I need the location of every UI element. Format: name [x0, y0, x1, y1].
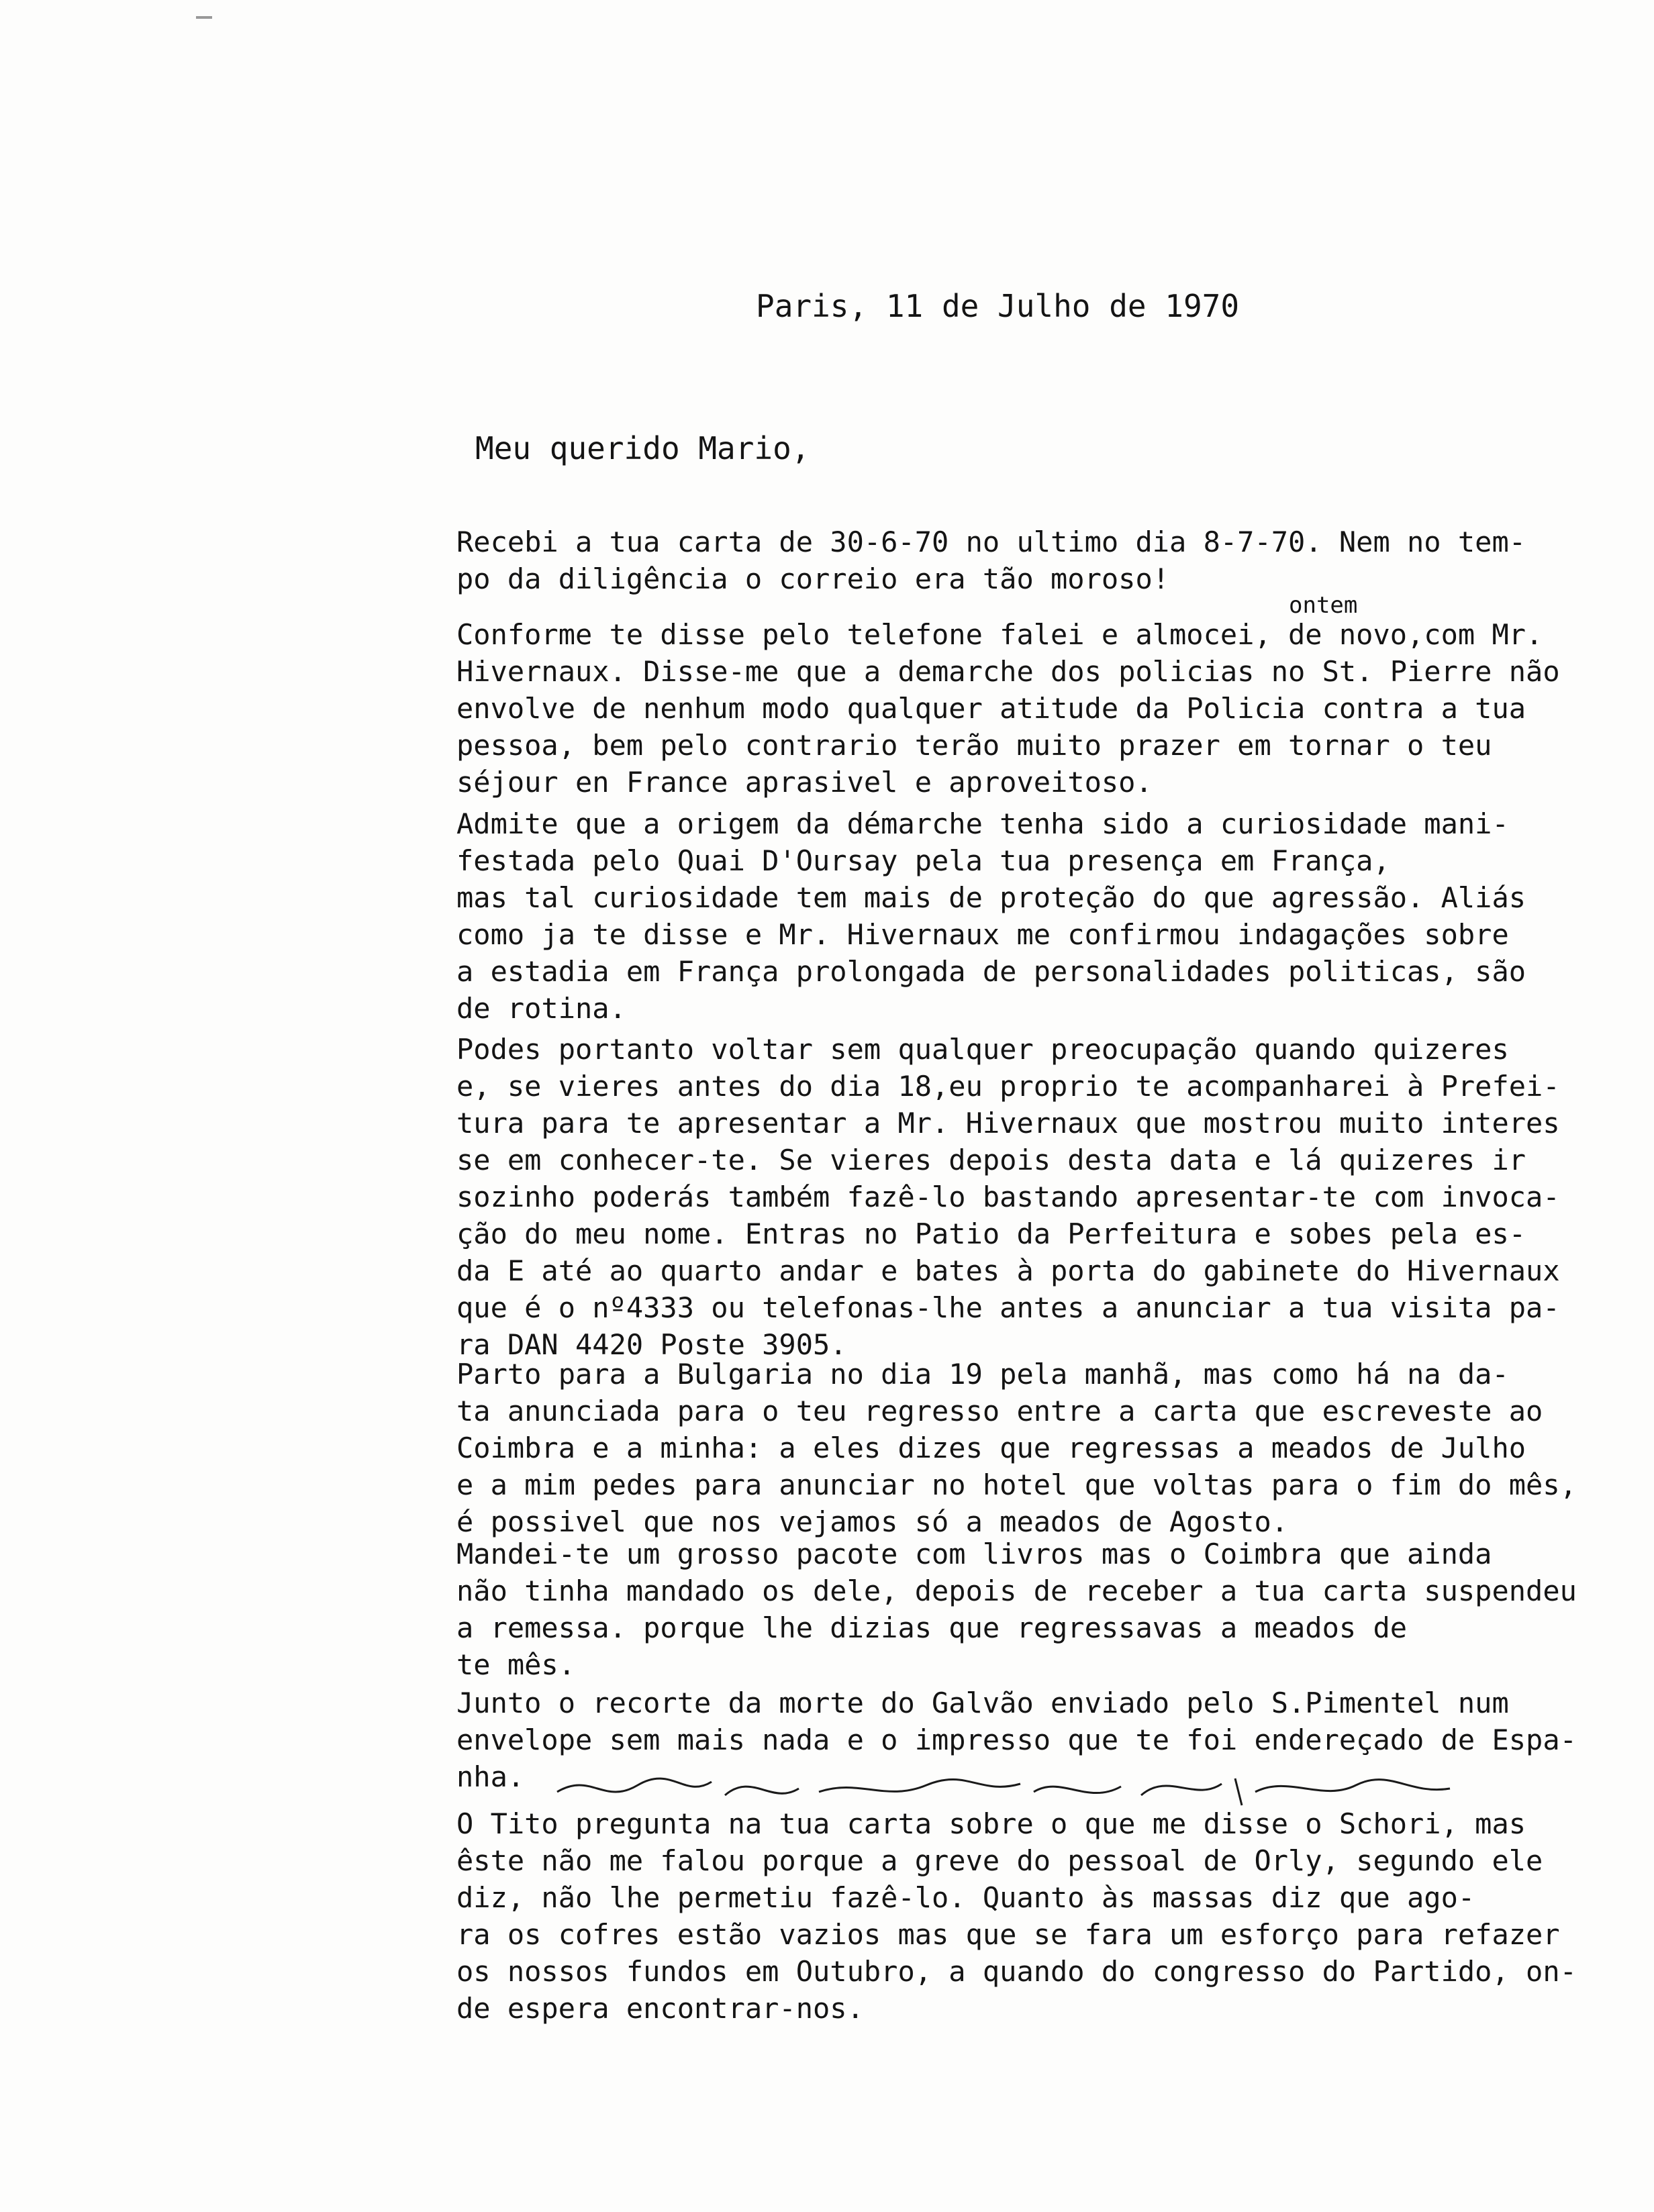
paragraph-3	[456, 805, 1526, 1027]
paragraph-4	[456, 1031, 1560, 1363]
paragraph-line: como ja te disse e Mr. Hivernaux me confirmou indagações sobre	[456, 918, 1509, 951]
paragraph-line: e, se vieres antes do dia 18,eu proprio te acompanharei à Prefei-	[456, 1070, 1560, 1103]
paragraph-line: festada pelo Quai D'Oursay pela tua presença em França,	[456, 844, 1390, 877]
dateline: Paris, 11 de Julho de 1970	[756, 288, 1240, 324]
paragraph-line: não tinha mandado os dele, depois de receber a tua carta suspendeu	[456, 1574, 1577, 1607]
paragraph-line: se em conhecer-te. Se vieres depois desta data e lá quizeres ir	[456, 1144, 1526, 1176]
paragraph-line: ra DAN 4420 Poste 3905.	[456, 1328, 847, 1361]
paragraph-5	[456, 1356, 1577, 1540]
paragraph-line: te mês.	[456, 1648, 576, 1681]
paragraph-line: Admite que a origem da démarche tenha sido a curiosidade mani-	[456, 807, 1509, 840]
paragraph-line: Podes portanto voltar sem qualquer preocupação quando quizeres	[456, 1033, 1509, 1066]
paragraph-line: mas tal curiosidade tem mais de proteção do que agressão. Aliás	[456, 881, 1526, 914]
handwritten-annotation	[550, 1758, 1490, 1812]
paragraph-line: Mandei-te um grosso pacote com livros mas o Coimbra que ainda	[456, 1538, 1492, 1570]
salutation: Meu querido Mario,	[475, 430, 810, 466]
paragraph-line: da E até ao quarto andar e bates à porta do gabinete do Hivernaux	[456, 1254, 1560, 1287]
paragraph-line: ção do meu nome. Entras no Patio da Perfeitura e sobes pela es-	[456, 1217, 1526, 1250]
paragraph-line: Junto o recorte da morte do Galvão enviado pelo S.Pimentel num	[456, 1687, 1509, 1719]
paragraph-line: ta anunciada para o teu regresso entre a carta que escreveste ao	[456, 1395, 1543, 1427]
paragraph-line: a estadia em França prolongada de personalidades politicas, são	[456, 955, 1526, 988]
paragraph-line: Conforme te disse pelo telefone falei e almocei, de novo,com Mr.	[456, 618, 1543, 651]
paragraph-line: po da diligência o correio era tão moroso!	[456, 562, 1170, 595]
paragraph-line: êste não me falou porque a greve do pessoal de Orly, segundo ele	[456, 1844, 1543, 1877]
paragraph-line: Parto para a Bulgaria no dia 19 pela manhã, mas como há na da-	[456, 1358, 1509, 1391]
paragraph-line: nha.	[456, 1760, 525, 1793]
paragraph-line: e a mim pedes para anunciar no hotel que voltas para o fim do mês,	[456, 1468, 1577, 1501]
paragraph-line: pessoa, bem pelo contrario terão muito prazer em tornar o teu	[456, 729, 1492, 762]
paragraph-line: de espera encontrar-nos.	[456, 1992, 864, 2025]
paragraph-line: O Tito pregunta na tua carta sobre o que me disse o Schori, mas	[456, 1807, 1526, 1840]
paragraph-line: sozinho poderás também fazê-lo bastando apresentar-te com invoca-	[456, 1180, 1560, 1213]
paragraph-line: séjour en France aprasivel e aproveitoso.	[456, 766, 1153, 799]
paragraph-line: envelope sem mais nada e o impresso que te foi endereçado de Espa-	[456, 1723, 1577, 1756]
paragraph-line: tura para te apresentar a Mr. Hivernaux que mostrou muito interes	[456, 1107, 1560, 1140]
paragraph-2	[456, 616, 1560, 801]
paragraph-1	[456, 523, 1526, 597]
scan-mark	[196, 16, 212, 19]
paragraph-line: Coimbra e a minha: a eles dizes que regressas a meados de Julho	[456, 1431, 1526, 1464]
paragraph-line: é possivel que nos vejamos só a meados de Agosto.	[456, 1505, 1289, 1538]
paragraph-line: que é o nº4333 ou telefonas-lhe antes a anunciar a tua visita pa-	[456, 1291, 1560, 1324]
paragraph-6	[456, 1536, 1577, 1683]
paragraph-line: diz, não lhe permetiu fazê-lo. Quanto às massas diz que ago-	[456, 1881, 1475, 1914]
paragraph-line: envolve de nenhum modo qualquer atitude da Policia contra a tua	[456, 692, 1526, 725]
paragraph-line: de rotina.	[456, 992, 626, 1025]
interlinear-correction: ontem	[1289, 592, 1358, 619]
paragraph-line: ra os cofres estão vazios mas que se fara um esforço para refazer	[456, 1918, 1560, 1951]
paragraph-8	[456, 1805, 1577, 2027]
paragraph-line: a remessa. porque lhe dizias que regressavas a meados de	[456, 1611, 1408, 1644]
paragraph-line: os nossos fundos em Outubro, a quando do congresso do Partido, on-	[456, 1955, 1577, 1988]
paragraph-line: Recebi a tua carta de 30-6-70 no ultimo dia 8-7-70. Nem no tem-	[456, 525, 1526, 558]
paragraph-line: Hivernaux. Disse-me que a demarche dos policias no St. Pierre não	[456, 655, 1560, 688]
